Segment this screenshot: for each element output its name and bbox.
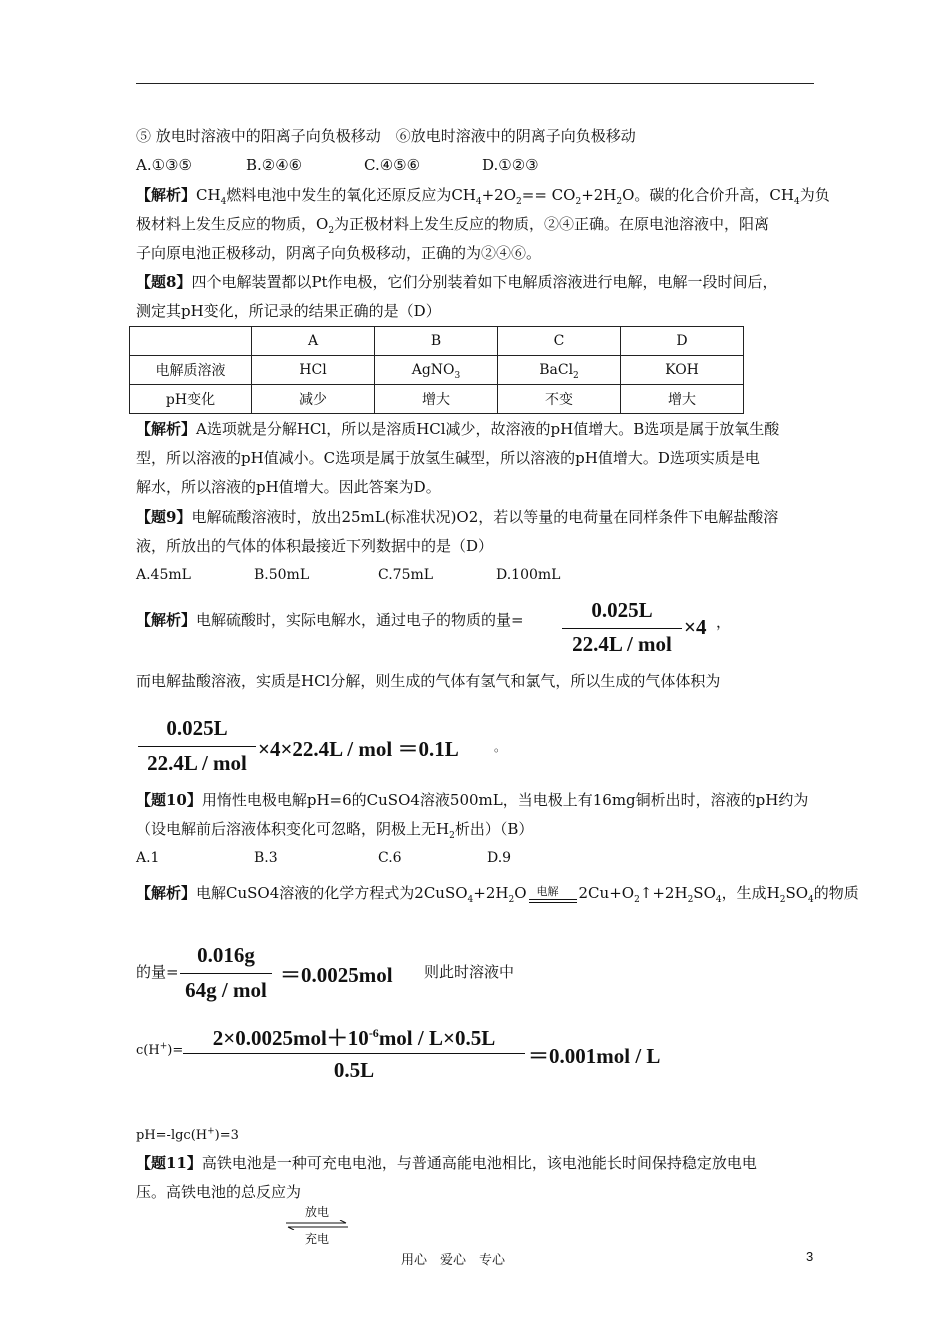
question-tag: 【题9】 — [136, 508, 192, 526]
q9-options — [136, 565, 560, 585]
fraction-acid-moles: 0.016g 64g / mol — [180, 943, 272, 1007]
electrolysis-equals-sign: 电解 — [527, 883, 579, 903]
option-b: B.②④⑥ — [246, 156, 303, 174]
table-cell: HCl — [252, 356, 375, 385]
footer-motto: 用心 爱心 专心 — [401, 1253, 506, 1268]
q8-explanation-line3: 解水，所以溶液的pH值增大。因此答案为D。 — [136, 478, 441, 496]
table-cell: 增大 — [621, 385, 744, 414]
q10-stem-line2: （设电解前后溶液体积变化可忽略，阴极上无$H_2$析出）（B） — [136, 820, 534, 841]
option-c: C.75mL — [378, 567, 434, 583]
option-d: D.9 — [487, 850, 512, 866]
q7-explanation-line1: 【解析】$CH_4$燃料电池中发生的氧化还原反应为$CH_4+2O_2== CO_2+2H_2O$。碳的化合价升高，$CH_4$为负 — [136, 186, 830, 207]
page-number: 3 — [806, 1249, 814, 1264]
q9-explanation-line1: 【解析】电解硫酸时，实际电解水，通过电子的物质的量= — [136, 611, 524, 629]
table-cell: 减少 — [252, 385, 375, 414]
q11-stem-line2: 压。高铁电池的总反应为 — [136, 1183, 302, 1201]
hydrogen-concentration-label: c(H+)= — [136, 1041, 184, 1058]
hydrogen-concentration-result: ＝0.001mol / L — [528, 1044, 661, 1068]
q9-stem-line1: 【题9】电解硫酸溶液时，放出25mL(标准状况)O2，若以等量的电荷量在同样条件下电解盐酸溶 — [136, 508, 779, 526]
explanation-tag: 【解析】 — [136, 884, 197, 902]
q9-stem-line2: 液，所放出的气体的体积最接近下列数据中的是（D） — [136, 537, 494, 555]
acid-moles-result: ＝0.0025mol — [280, 963, 393, 987]
table-row — [130, 356, 744, 385]
question-tag: 【题10】 — [136, 791, 202, 809]
option-a: A.45mL — [136, 567, 191, 583]
table-header-cell: A — [252, 327, 375, 356]
double-arrow-icon — [284, 1220, 350, 1230]
explanation-tag: 【解析】 — [136, 420, 197, 438]
q9-explanation-line2: 而电解盐酸溶液，实质是HCl分解，则生成的气体有氢气和氯气，所以生成的气体体积为 — [136, 672, 721, 690]
q8-explanation-line2: 型，所以溶液的pH值减小。C选项是属于放氢生碱型，所以溶液的pH值增大。D选项实质是电 — [136, 449, 760, 467]
header-rule — [136, 83, 814, 84]
explanation-tag: 【解析】 — [136, 186, 197, 204]
q7-explanation-line2: 极材料上发生反应的物质，$O_2$为正极材料上发生反应的物质，②④正确。在原电池溶液中，阳离 — [136, 215, 770, 236]
table-cell: 不变 — [498, 385, 621, 414]
table-header-cell: C — [498, 327, 621, 356]
question-tag: 【题11】 — [136, 1154, 202, 1172]
option-c: C.6 — [378, 850, 402, 866]
q8-stem-line1: 【题8】四个电解装置都以Pt作电极，它们分别装着如下电解质溶液进行电解，电解一段时间后， — [136, 273, 778, 291]
q10-explanation-line1: 【解析】电解CuSO4溶液的化学方程式为$2CuSO_4+2H_2O$ 电解 $2Cu+O_2↑+2H_2SO_4$，生成$H_2SO_4$的物质 — [136, 884, 859, 905]
table-header-cell: D — [621, 327, 744, 356]
table-cell: BaCl$_2$ — [498, 356, 621, 385]
q11-stem-line1: 【题11】高铁电池是一种可充电电池，与普通高能电池相比，该电池能长时间保持稳定放电电 — [136, 1154, 757, 1172]
volume-result: ×4×22.4L / mol ＝0.1L — [258, 737, 459, 761]
amount-prefix: 的量= — [136, 963, 179, 981]
option-d: D.100mL — [496, 567, 561, 583]
multiplier: ×4 — [684, 615, 707, 639]
table-cell: KOH — [621, 356, 744, 385]
q7-explanation-line3: 子向原电池正极移动，阴离子向负极移动，正确的为②④⑥。 — [136, 244, 542, 262]
explanation-tag: 【解析】 — [136, 611, 197, 629]
table-cell: AgNO$_3$ — [375, 356, 498, 385]
fraction-hydrogen-concentration: $2\times 0.0025mol+10^{-6}mol / L\times 0.5L$ 0.5L — [183, 1022, 525, 1088]
q7-statement-line: ⑤ 放电时溶液中的阳离子向负极移动 ⑥放电时溶液中的阴离子向负极移动 — [136, 127, 636, 145]
fraction-electron-moles: 0.025L 22.4L / mol — [562, 598, 682, 662]
table-header-cell: B — [375, 327, 498, 356]
row-label: 电解质溶液 — [130, 356, 252, 385]
option-b: B.3 — [254, 850, 278, 866]
q8-explanation-line1: 【解析】A选项就是分解HCl，所以是溶质HCl减少，故溶液的pH值增大。B选项是属于放氧生酸 — [136, 420, 780, 438]
option-a: A.①③⑤ — [136, 156, 192, 174]
q8-stem-line2: 测定其pH变化，所记录的结果正确的是（D） — [136, 302, 441, 320]
ph-result: pH=-lgc(H+)=3 — [136, 1126, 239, 1143]
option-d: D.①②③ — [482, 156, 539, 174]
table-cell: 增大 — [375, 385, 498, 414]
option-c: C.④⑤⑥ — [364, 156, 421, 174]
q10-options — [136, 848, 511, 868]
table-header-row — [130, 327, 744, 356]
option-a: A.1 — [136, 850, 160, 866]
question-tag: 【题8】 — [136, 273, 192, 291]
table-row — [130, 385, 744, 414]
fraction-gas-volume: 0.025L 22.4L / mol — [138, 716, 256, 780]
q10-stem-line1: 【题10】用惰性电极电解pH=6的CuSO4溶液500mL，当电极上有16mg铜析出时，溶液的pH约为 — [136, 791, 809, 809]
ph-change-table — [129, 326, 744, 414]
q7-options — [136, 155, 539, 175]
reversible-reaction-arrow: 放电 充电 — [284, 1203, 350, 1247]
option-b: B.50mL — [254, 567, 310, 583]
row-label: pH变化 — [130, 385, 252, 414]
